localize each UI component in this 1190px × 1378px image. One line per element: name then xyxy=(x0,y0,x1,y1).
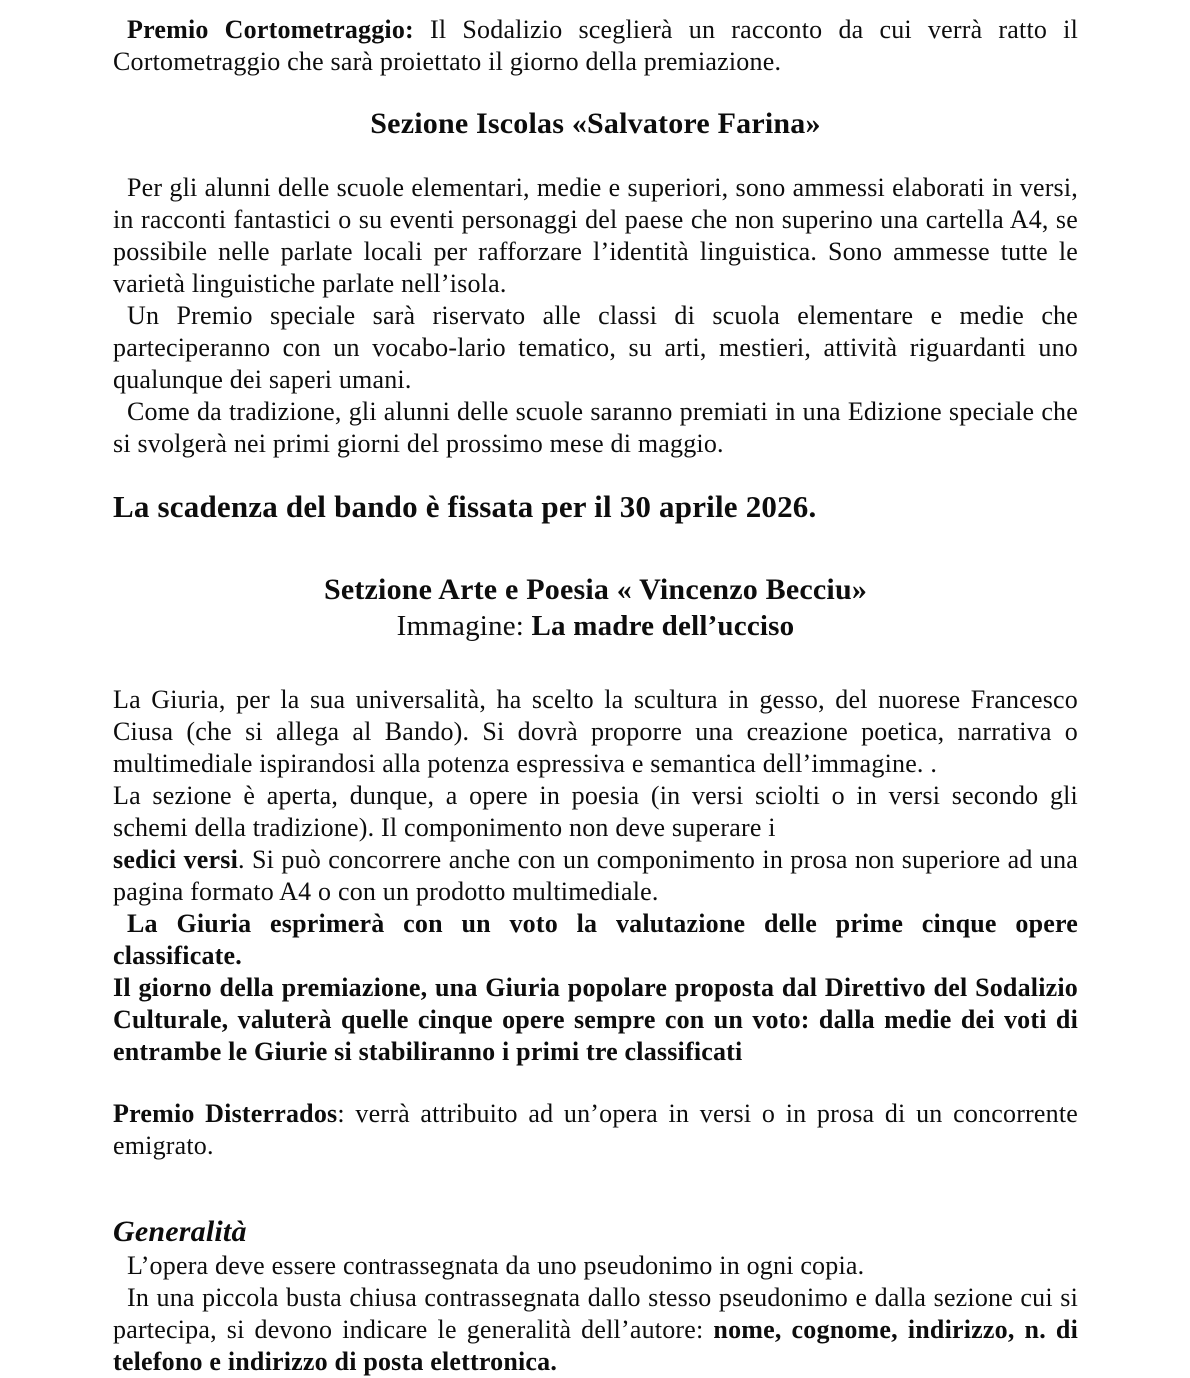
subheading-immagine-run-1: La madre dell’ucciso xyxy=(531,610,795,642)
paragraph-busta-chiusa-run-1: nome, cognome, indirizzo, n. di telefono e indirizzo di posta elettronica. xyxy=(113,1315,1078,1376)
paragraph-premio-disterrados xyxy=(113,1098,1078,1162)
paragraph-come-da-tradizione xyxy=(113,396,1078,460)
paragraph-giuria-esprimera-run-0: La Giuria esprimerà con un voto la valutazione delle prime cinque opere classificate. xyxy=(113,909,1078,970)
heading-generalita-run-0: Generalità xyxy=(113,1215,247,1248)
paragraph-giorno-premiazione xyxy=(113,972,1078,1068)
paragraph-premio-disterrados-run-1: : verrà attribuito ad un’opera in versi o in prosa di un concorrente emigrato. xyxy=(113,1099,1079,1160)
line-scadenza-bando-run-0: La scadenza del bando è fissata per il 30 aprile 2026. xyxy=(113,489,817,524)
paragraph-giorno-premiazione-run-0: Il giorno della premiazione, una Giuria popolare proposta dal Direttivo del Sodalizio Culturale, valuterà quelle cinque opere sempre con un voto: dalla medie dei voti di entrambe le Giurie si stabiliranno i primi tre classificati xyxy=(113,973,1078,1066)
subheading-immagine-run-0: Immagine: xyxy=(396,610,532,642)
heading-generalita xyxy=(113,1214,1078,1250)
paragraph-premio-speciale xyxy=(113,300,1078,396)
paragraph-premio-speciale-run-0: Un Premio speciale sarà riservato alle classi di scuola elementare e medie che parteciperanno con un vocabo-lario tematico, su arti, mestieri, attività riguardanti uno qualunque dei saperi umani. xyxy=(113,301,1078,394)
paragraph-sedici-versi xyxy=(113,844,1078,908)
paragraph-la-giuria-run-0: La Giuria, per la sua universalità, ha scelto la scultura in gesso, del nuorese Francesco Ciusa (che si allega al Bando). Si dovrà proporre una creazione poetica, narrativa o multimediale ispirandosi alla potenza espressiva e semantica dell’immagine. . xyxy=(113,685,1078,778)
heading-sezione-iscolas-run-0: Sezione Iscolas «Salvatore Farina» xyxy=(370,107,821,140)
paragraph-premio-cortometraggio xyxy=(113,14,1078,78)
paragraph-per-gli-alunni xyxy=(113,172,1078,300)
paragraph-la-sezione-aperta-run-0: La sezione è aperta, dunque, a opere in poesia (in versi sciolti o in versi secondo gli schemi della tradizione). Il componimento non deve superare i xyxy=(113,781,1078,842)
paragraph-per-gli-alunni-run-0: Per gli alunni delle scuole elementari, medie e superiori, sono ammessi elaborati in versi, in racconti fantastici o su eventi personaggi del paese che non superino una cartella A4, se possibile nelle parlate locali per rafforzare l’identità linguistica. Sono ammesse tutte le varietà linguistiche parlate nell’isola. xyxy=(113,173,1078,298)
subheading-immagine xyxy=(113,608,1078,644)
heading-setzione-arte-poesia xyxy=(113,572,1078,608)
paragraph-sedici-versi-run-0: sedici versi xyxy=(113,845,239,874)
heading-setzione-arte-poesia-run-0: Setzione Arte e Poesia « Vincenzo Becciu» xyxy=(323,573,868,606)
paragraph-la-giuria xyxy=(113,684,1078,780)
paragraph-come-da-tradizione-run-0: Come da tradizione, gli alunni delle scuole saranno premiati in una Edizione speciale che si svolgerà nei primi giorni del prossimo mese di maggio. xyxy=(113,397,1078,458)
paragraph-giuria-esprimera xyxy=(113,908,1078,972)
paragraph-premio-cortometraggio-run-1: Il Sodalizio sceglierà un racconto da cui verrà ratto il Cortometraggio che sarà proiettato il giorno della premiazione. xyxy=(113,15,1078,76)
line-scadenza-bando xyxy=(113,488,1078,526)
paragraph-sedici-versi-run-1: . Si può concorrere anche con un componimento in prosa non superiore ad una pagina formato A4 o con un prodotto multimediale. xyxy=(113,845,1079,906)
paragraph-la-sezione-aperta xyxy=(113,780,1078,844)
heading-sezione-iscolas xyxy=(113,106,1078,142)
paragraph-busta-chiusa-run-0: In una piccola busta chiusa contrassegnata dallo stesso pseudonimo e dalla sezione cui si partecipa, si devono indicare le generalità dell’autore: xyxy=(113,1283,1078,1344)
paragraph-opera-pseudonimo xyxy=(113,1250,1078,1282)
paragraph-opera-pseudonimo-run-0: L’opera deve essere contrassegnata da uno pseudonimo in ogni copia. xyxy=(127,1251,865,1280)
paragraph-premio-disterrados-run-0: Premio Disterrados xyxy=(113,1099,338,1128)
paragraph-busta-chiusa xyxy=(113,1282,1078,1378)
paragraph-premio-cortometraggio-run-0: Premio Cortometraggio: xyxy=(127,15,414,44)
